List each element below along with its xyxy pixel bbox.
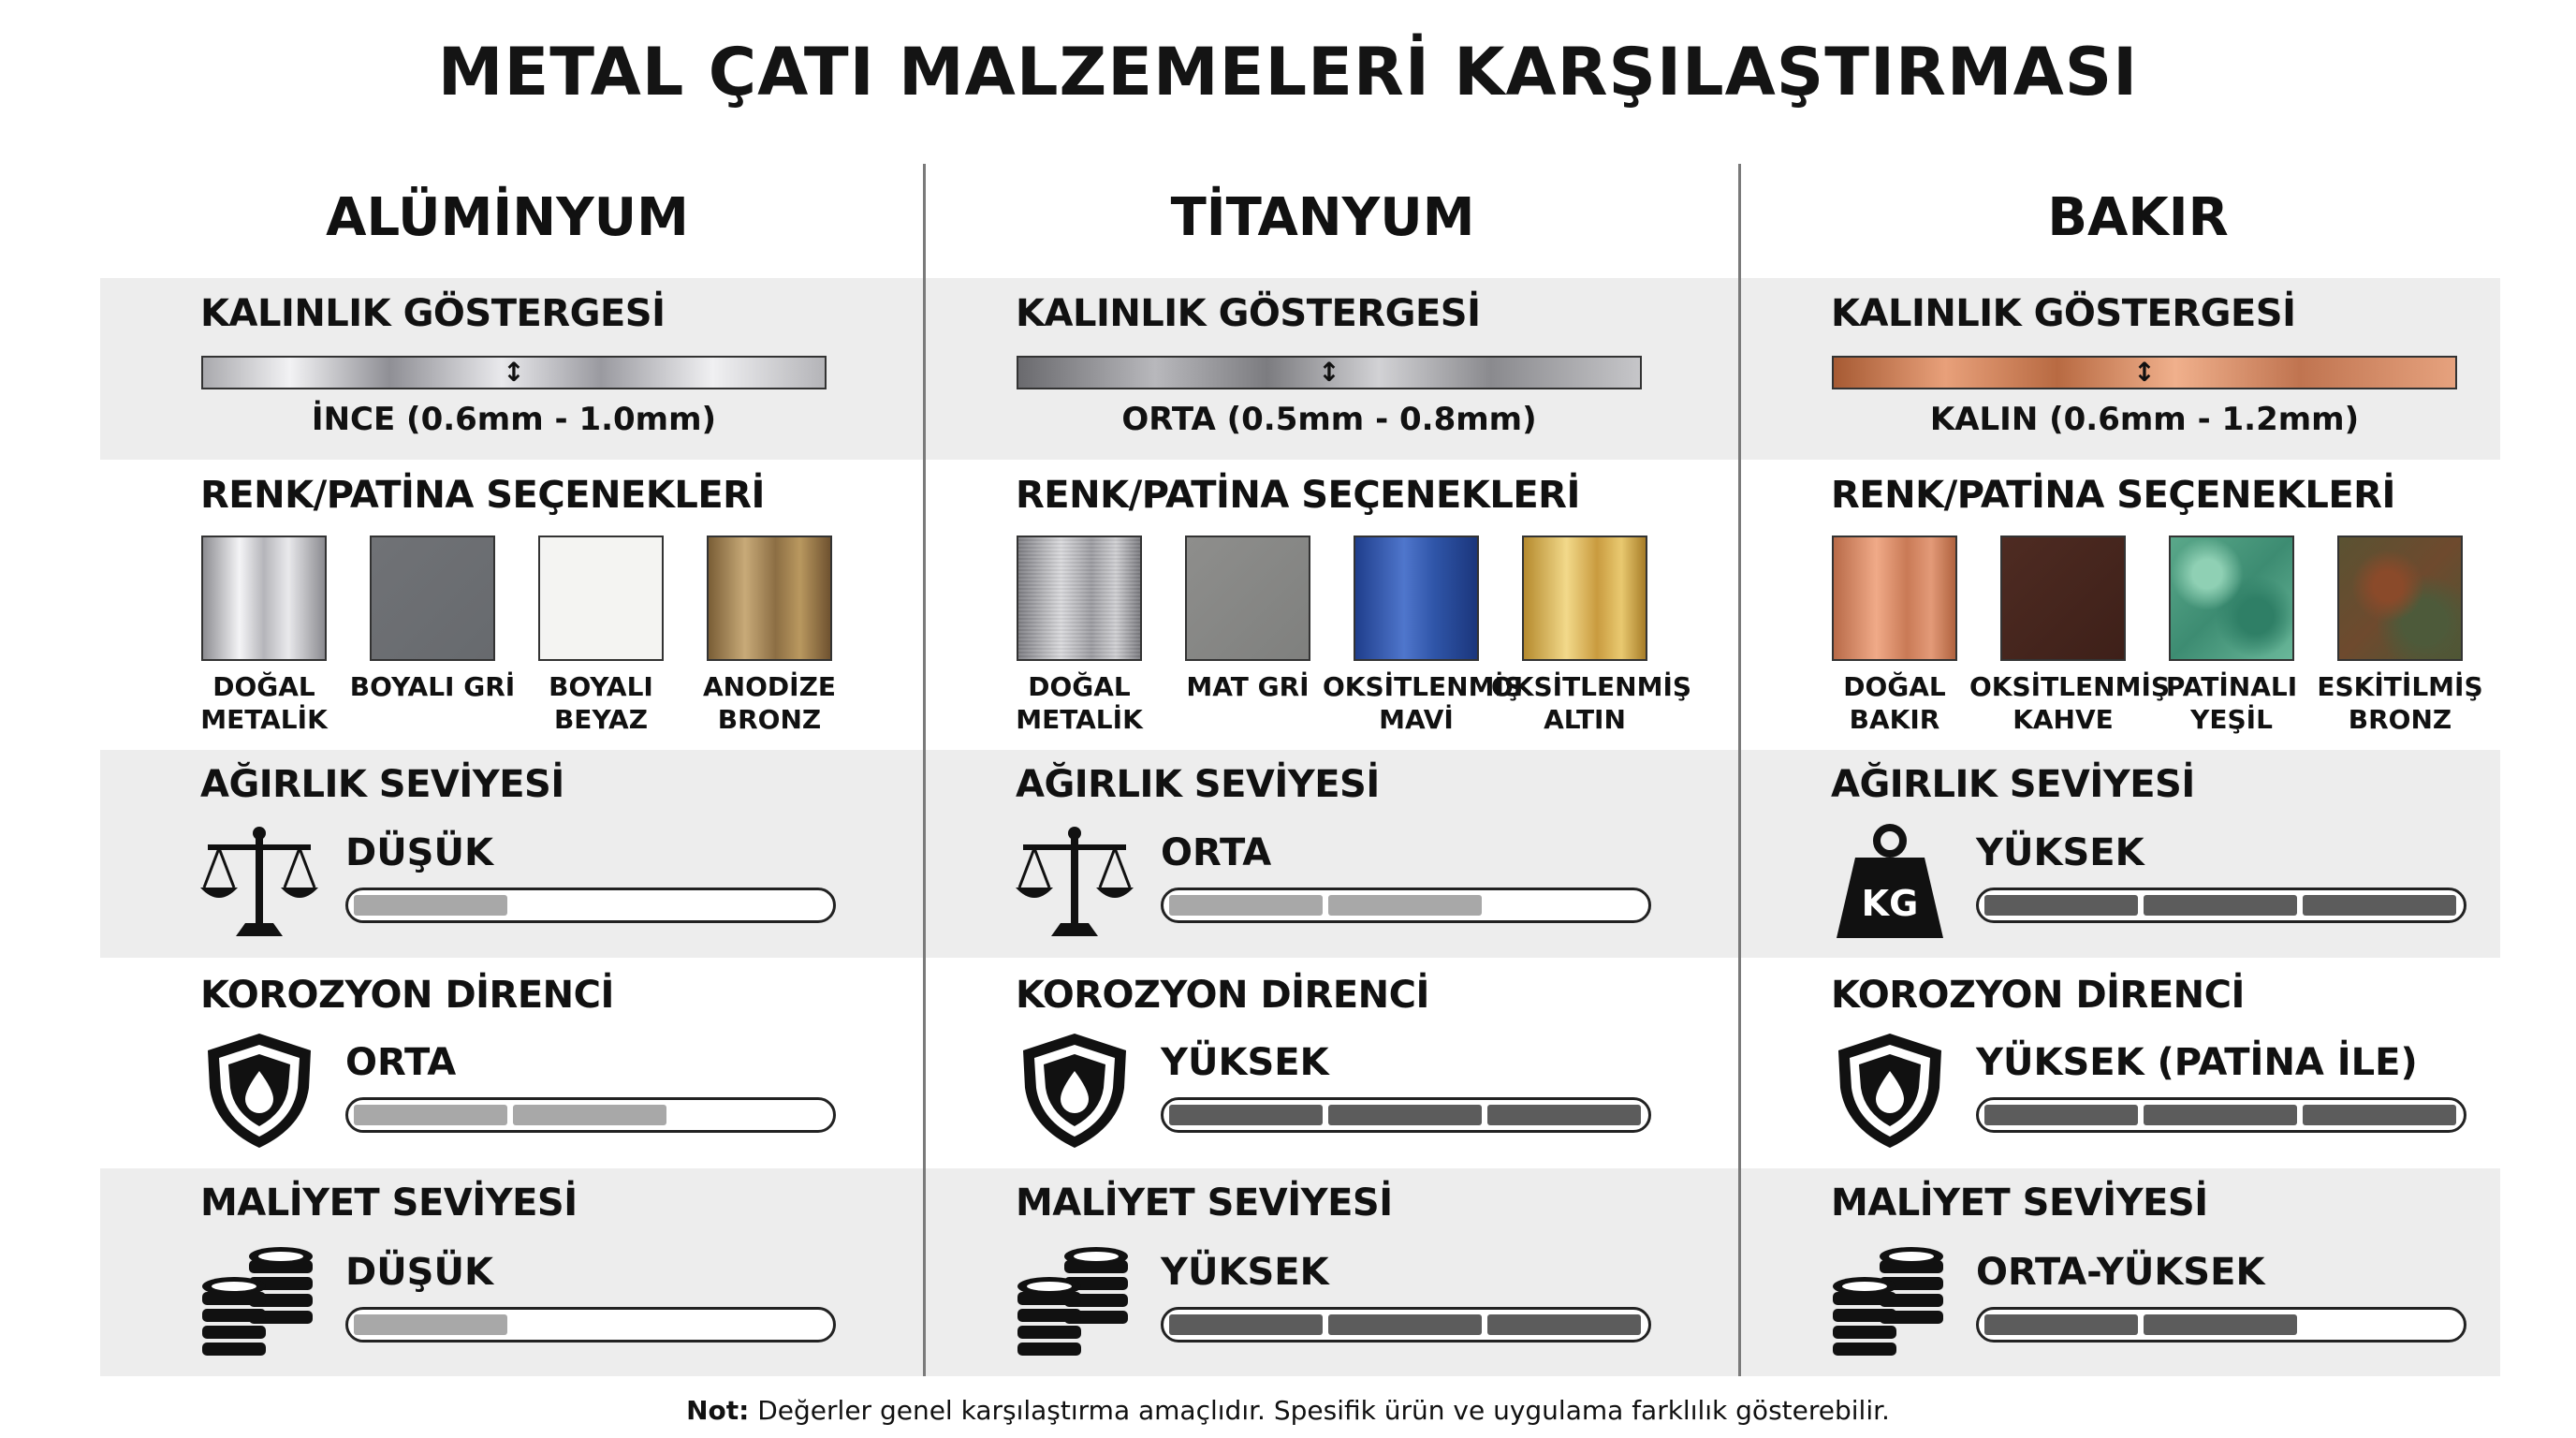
weight-label: AĞIRLIK SEVİYESİ [1831,763,2195,806]
kg-icon-label: KG [1861,883,1919,924]
cost-label: MALİYET SEVİYESİ [200,1181,578,1225]
weight-value: ORTA [1161,831,1272,874]
color-label: BOYALI GRİ [349,671,516,702]
material-title: ALÜMİNYUM [326,187,689,248]
weight-meter [1976,888,2466,923]
copper-natural-swatch [1832,536,1957,661]
color-label: PATİNALI YEŞİL [2165,671,2298,735]
aluminum-natural-swatch [201,536,327,661]
page-title: METAL ÇATI MALZEMELERİ KARŞILAŞTIRMASI [437,34,2139,110]
shield-droplet-icon [1829,1030,1951,1152]
coin-stack-icon [198,1245,320,1367]
corrosion-meter [345,1097,836,1133]
footnote-label: Not: [686,1395,750,1426]
meter-segment [1984,1105,2138,1125]
scale-icon [1014,824,1135,946]
cost-value: DÜŞÜK [345,1251,493,1294]
color-option [349,536,516,703]
weight-label: AĞIRLIK SEVİYESİ [200,763,564,806]
oxidized-blue-swatch [1354,536,1479,661]
meter-segment [354,1314,507,1335]
color-option [538,536,664,736]
meter-segment [1328,1314,1482,1335]
meter-segment [1487,1314,1641,1335]
material-column-copper [1731,0,2545,1438]
footnote [0,1395,2576,1426]
color-option [1491,536,1692,736]
meter-segment [2144,1105,2297,1125]
corrosion-meter [1976,1097,2466,1133]
meter-segment [1328,1105,1482,1125]
kg-weight-icon [1829,824,1951,946]
patina-green-swatch [2169,536,2294,661]
color-label: BOYALI BEYAZ [549,671,653,735]
color-option [2317,536,2483,736]
painted-white-swatch [538,536,664,661]
coin-stack-icon [1829,1245,1951,1367]
meter-segment [2303,1105,2456,1125]
color-option [1185,536,1310,703]
oxidized-brown-swatch [2000,536,2126,661]
color-label: MAT GRİ [1186,671,1310,702]
cost-label: MALİYET SEVİYESİ [1016,1181,1393,1225]
colors-label: RENK/PATİNA SEÇENEKLERİ [1831,474,2395,517]
cost-meter [345,1307,836,1343]
corrosion-value: YÜKSEK (PATİNA İLE) [1976,1041,2418,1084]
material-title: BAKIR [2047,187,2229,248]
weight-label: AĞIRLIK SEVİYESİ [1016,763,1380,806]
color-label: DOĞAL METALİK [200,671,328,735]
color-label: OKSİTLENMİŞ KAHVE [1969,671,2171,735]
corrosion-meter [1161,1097,1651,1133]
weight-meter [1161,888,1651,923]
color-option [201,536,327,736]
color-label: ANODİZE BRONZ [703,671,836,735]
meter-segment [2144,1314,2297,1335]
matte-grey-swatch [1185,536,1310,661]
cost-meter [1161,1307,1651,1343]
color-option [1017,536,1142,736]
footnote-text: Değerler genel karşılaştırma amaçlıdır. Spesifik ürün ve uygulama farklılık gösterebilir. [757,1395,1890,1426]
meter-segment [354,1105,507,1125]
weight-value: DÜŞÜK [345,831,493,874]
meter-segment [1984,895,2138,916]
thickness-gauge-bar [1832,356,2457,389]
meter-segment [354,895,507,916]
shield-droplet-icon [1014,1030,1135,1152]
thickness-arrow-icon: ↕ [503,357,525,388]
material-column-aluminum [100,0,915,1438]
meter-segment [1487,1105,1641,1125]
meter-segment [2144,895,2297,916]
oxidized-gold-swatch [1522,536,1647,661]
thickness-arrow-icon: ↕ [1318,357,1340,388]
meter-segment [1328,895,1482,916]
thickness-value: İNCE (0.6mm - 1.0mm) [311,401,717,438]
color-label: DOĞAL METALİK [1016,671,1143,735]
color-label: OKSİTLENMİŞ ALTIN [1491,671,1692,735]
weight-value: YÜKSEK [1976,831,2144,874]
cost-value: ORTA-YÜKSEK [1976,1251,2265,1294]
color-label: ESKİTİLMİŞ BRONZ [2317,671,2483,735]
color-option [1832,536,1957,736]
meter-segment [2303,895,2456,916]
thickness-gauge-bar [201,356,827,389]
cost-value: YÜKSEK [1161,1251,1329,1294]
color-option [1969,536,2171,736]
material-column-titanium [915,0,1730,1438]
meter-segment [1984,1314,2138,1335]
thickness-value: ORTA (0.5mm - 0.8mm) [1121,401,1537,438]
weight-meter [345,888,836,923]
colors-label: RENK/PATİNA SEÇENEKLERİ [200,474,765,517]
thickness-label: KALINLIK GÖSTERGESİ [1016,292,1481,335]
corrosion-label: KOROZYON DİRENCİ [200,974,614,1017]
coin-stack-icon [1014,1245,1135,1367]
scale-icon [198,824,320,946]
color-option [703,536,836,736]
corrosion-label: KOROZYON DİRENCİ [1831,974,2245,1017]
color-option [1323,536,1524,736]
colors-label: RENK/PATİNA SEÇENEKLERİ [1016,474,1580,517]
painted-grey-swatch [370,536,495,661]
meter-segment [513,1105,666,1125]
thickness-label: KALINLIK GÖSTERGESİ [1831,292,2296,335]
thickness-value: KALIN (0.6mm - 1.2mm) [1929,401,2360,438]
titanium-natural-swatch [1017,536,1142,661]
meter-segment [1169,1314,1323,1335]
thickness-arrow-icon: ↕ [2133,357,2156,388]
color-label: OKSİTLENMİŞ MAVİ [1323,671,1524,735]
shield-droplet-icon [198,1030,320,1152]
corrosion-value: YÜKSEK [1161,1041,1329,1084]
material-title: TİTANYUM [1170,187,1475,248]
color-label: DOĞAL BAKIR [1843,671,1946,735]
thickness-gauge-bar [1017,356,1642,389]
thickness-label: KALINLIK GÖSTERGESİ [200,292,666,335]
corrosion-value: ORTA [345,1041,457,1084]
color-option [2165,536,2298,736]
corrosion-label: KOROZYON DİRENCİ [1016,974,1429,1017]
cost-meter [1976,1307,2466,1343]
meter-segment [1169,895,1323,916]
meter-segment [1169,1105,1323,1125]
cost-label: MALİYET SEVİYESİ [1831,1181,2208,1225]
aged-bronze-swatch [2337,536,2463,661]
anodized-bronze-swatch [707,536,832,661]
